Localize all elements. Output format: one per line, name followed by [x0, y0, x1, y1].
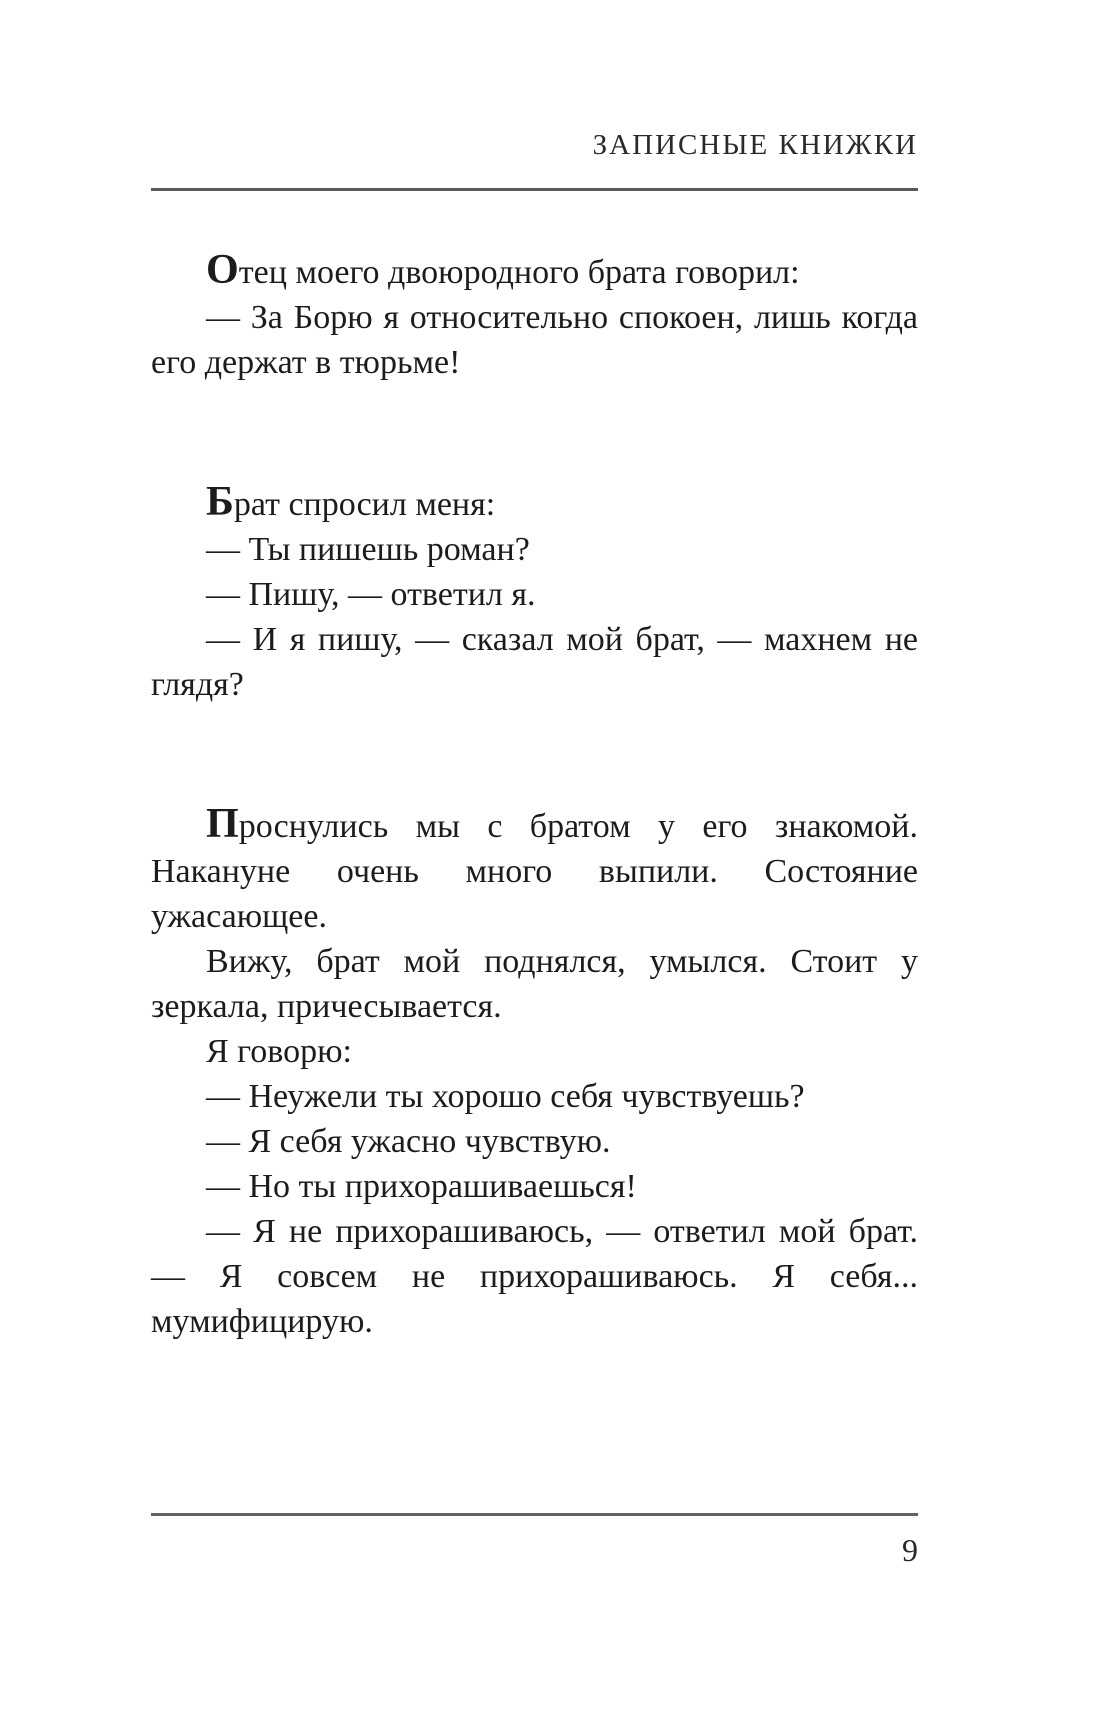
running-header-title: ЗАПИСНЫЕ КНИЖКИ	[592, 129, 918, 161]
paragraph-text: роснулись мы с братом у его знакомой. Накануне очень много выпили. Состояние ужасающее.	[151, 808, 918, 935]
paragraph: — Но ты прихорашиваешься!	[206, 1168, 637, 1205]
paragraph: Вижу, брат мой поднялся, умылся. Стоит у зеркала, причесывается.	[151, 943, 918, 1025]
paragraph: Я говорю:	[206, 1033, 352, 1070]
anecdote-3	[151, 800, 918, 1344]
page-number: 9	[902, 1532, 918, 1568]
page-text-block	[151, 246, 918, 1344]
anecdote-2	[151, 478, 918, 707]
paragraph-text: рат спросил меня:	[233, 486, 496, 523]
paragraph: — И я пишу, — сказал мой брат, — махнем не глядя?	[151, 621, 918, 703]
initial-letter: П	[206, 800, 239, 847]
paragraph: — Я не прихорашиваюсь, — ответил мой брат. — Я совсем не прихорашиваюсь. Я себя... мумифицирую.	[151, 1213, 918, 1340]
initial-letter: Б	[206, 478, 234, 525]
paragraph: — Я себя ужасно чувствую.	[206, 1123, 611, 1160]
paragraph-text: тец моего двоюродного брата говорил:	[238, 254, 800, 291]
paragraph	[151, 478, 918, 527]
paragraph: — За Борю я относительно спокоен, лишь когда его держат в тюрьме!	[151, 299, 918, 381]
paragraph	[151, 800, 918, 939]
anecdote-1	[151, 246, 918, 385]
paragraph: — Неужели ты хорошо себя чувствуешь?	[206, 1078, 805, 1115]
initial-letter: О	[206, 246, 239, 293]
header-rule	[151, 188, 918, 191]
paragraph: — Пишу, — ответил я.	[206, 576, 536, 613]
paragraph	[151, 246, 918, 295]
paragraph: — Ты пишешь роман?	[206, 531, 530, 568]
footer-rule	[151, 1513, 918, 1516]
